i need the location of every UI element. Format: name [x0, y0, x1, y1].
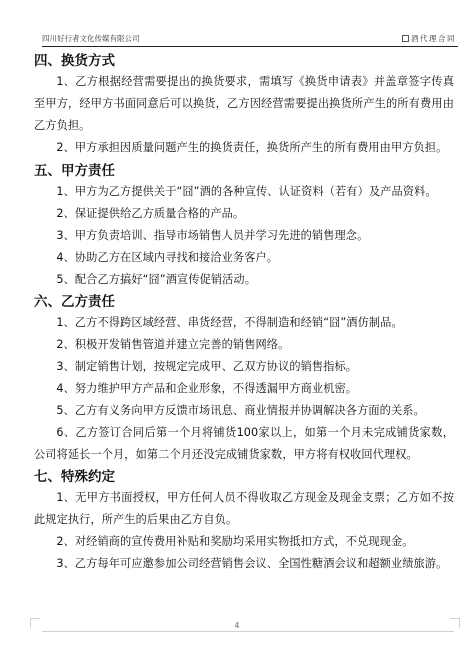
paragraph: 2、保证提供给乙方质量合格的产品。 — [56, 207, 245, 220]
header-label — [402, 33, 456, 44]
paragraph: 4、努力维护甲方产品和企业形象，不得透漏甲方商业机密。 — [56, 382, 358, 395]
paragraph: 5、乙方有义务向甲方反馈市场讯息、商业情报并协调解决各方面的关系。 — [56, 404, 425, 417]
document-body — [34, 51, 454, 575]
paragraph: 1、乙方不得跨区域经营、串货经营，不得制造和经销“囧”酒仿制品。 — [56, 316, 403, 329]
header-label-text: 酒代理合同 — [411, 34, 456, 43]
paragraph: 2、积极开发销售管道并建立完善的销售网络。 — [56, 338, 290, 351]
section-heading: 四、换货方式 — [34, 53, 115, 69]
logo-box-icon — [402, 35, 409, 42]
paragraph: 1、甲方为乙方提供关于“囧”酒的各种宣传、认证资料（若有）及产品资料。 — [56, 185, 437, 198]
section-heading: 六、乙方责任 — [34, 294, 115, 310]
paragraph: 1、乙方根据经营需要提出的换货要求，需填写《换货申请表》并盖章签字传真至甲方，经甲方书面同意后可以换货，乙方因经营需要提出换货所产生的所有费用由乙方负担。 — [34, 75, 454, 132]
company-name: 四川好行者文化传媒有限公司 — [42, 34, 140, 43]
page-header — [42, 33, 458, 47]
paragraph: 1、无甲方书面授权，甲方任何人员不得收取乙方现金及现金支票；乙方如不按此规定执行，所产生的后果由乙方自负。 — [34, 491, 454, 526]
section-heading: 五、甲方责任 — [34, 163, 115, 179]
paragraph: 3、乙方每年可应邀参加公司经营销售会议、全国性糖酒会议和超额业绩旅游。 — [56, 557, 448, 570]
paragraph: 4、协助乙方在区域内寻找和接洽业务客户。 — [56, 251, 279, 264]
paragraph: 3、甲方负责培训、指导市场销售人员并学习先进的销售理念。 — [56, 229, 369, 242]
section-heading: 七、特殊约定 — [34, 469, 115, 485]
paragraph: 2、对经销商的宣传费用补贴和奖励均采用实物抵扣方式，不兑现现金。 — [56, 535, 414, 548]
paragraph: 2、甲方承担因质量问题产生的换货责任，换货所产生的所有费用由甲方负担。 — [56, 141, 448, 154]
page-number: 4 — [234, 621, 240, 630]
paragraph: 3、制定销售计划，按规定完成甲、乙双方协议的销售指标。 — [56, 360, 358, 373]
footer-rule — [42, 631, 454, 632]
paragraph: 6、乙方签订合同后第一个月将铺货100家以上，如第一个月未完成铺货家数，公司将延长一个月，如第二个月还没完成铺货家数，甲方将有权收回代理权。 — [34, 426, 454, 461]
paragraph: 5、配合乙方搞好“囧”酒宣传促销活动。 — [56, 273, 257, 286]
